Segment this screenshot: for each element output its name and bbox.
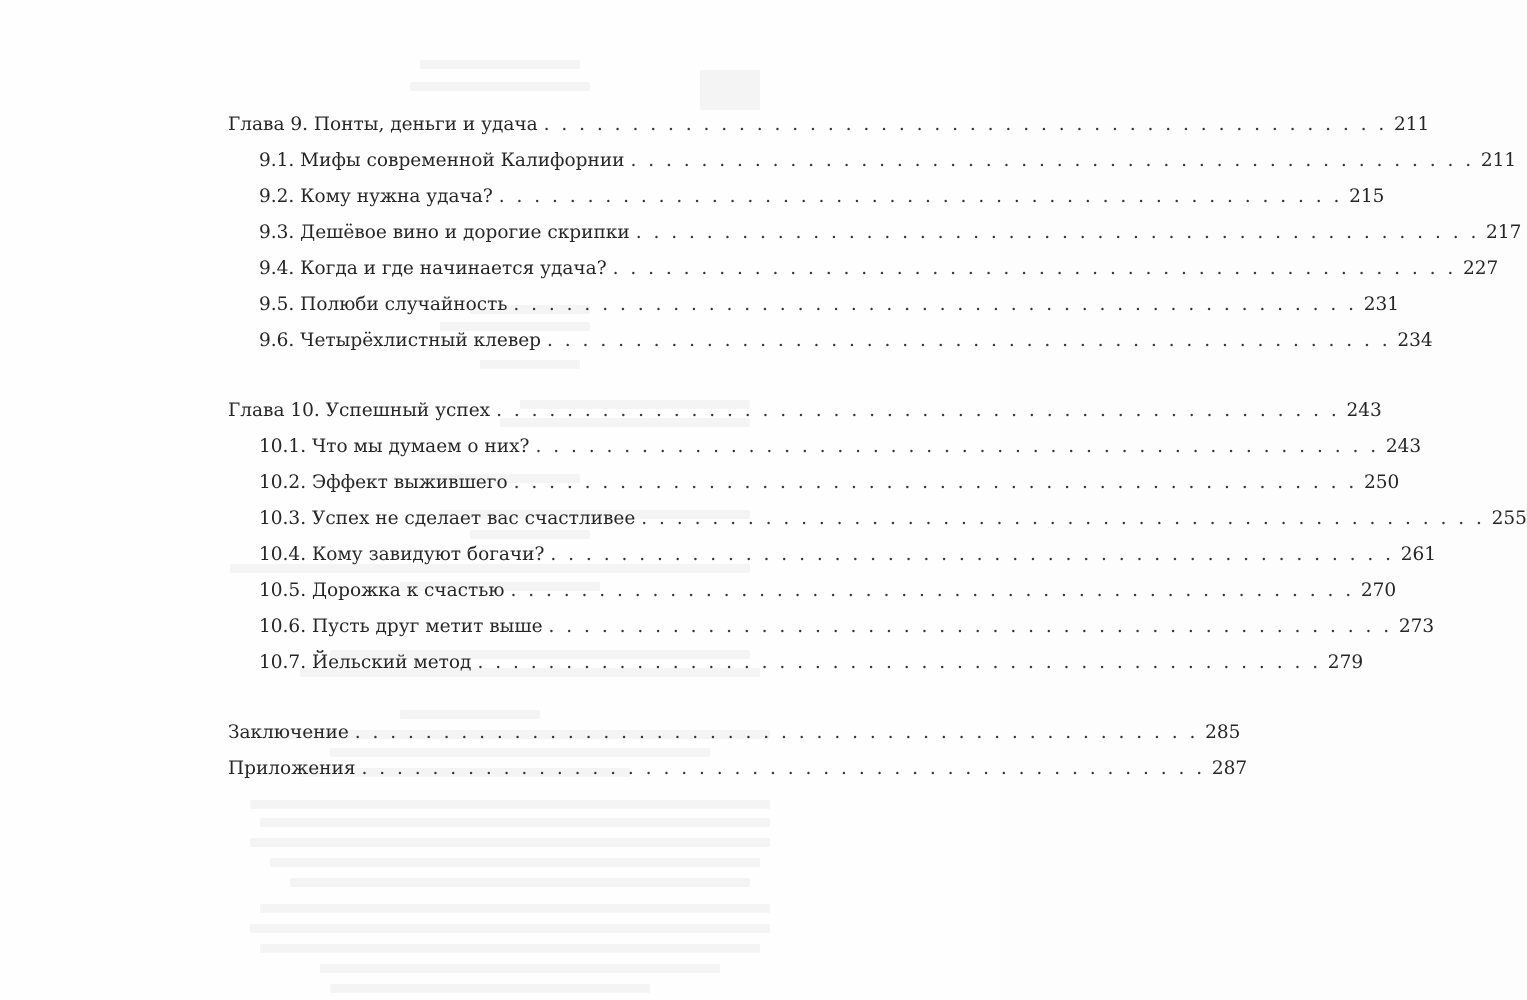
dot-leader: . . . . . . . . . . . . . . . . . . . . . . . . . . . . . . . . . . . . . . . . . . . . . . . . xyxy=(547,330,1391,351)
page-number: 279 xyxy=(1327,652,1364,673)
table-of-contents xyxy=(228,107,1527,787)
section-title: 10.7. Йельский метод xyxy=(259,652,472,673)
page-number: 211 xyxy=(1394,114,1430,135)
dot-leader: . . . . . . . . . . . . . . . . . . . . . . . . . . . . . . . . . . . . . . . . . . . . . . . . xyxy=(635,222,1480,243)
section-title: 10.5. Дорожка к счастью xyxy=(259,580,505,601)
page-number: 250 xyxy=(1363,472,1400,493)
dot-leader: . . . . . . . . . . . . . . . . . . . . . . . . . . . . . . . . . . . . . . . . . . . . . . . . xyxy=(548,616,1393,637)
dot-leader: . . . . . . . . . . . . . . . . . . . . . . . . . . . . . . . . . . . . . . . . . . . . . . . . xyxy=(641,508,1485,529)
section-title: 9.3. Дешёвое вино и дорогие скрипки xyxy=(259,222,630,243)
toc-chapter-entry xyxy=(228,393,1382,429)
page-number: 234 xyxy=(1397,330,1433,351)
dot-leader: . . . . . . . . . . . . . . . . . . . . . . . . . . . . . . . . . . . . . . . . . . . . . . . . xyxy=(354,722,1199,743)
page-number: 211 xyxy=(1480,150,1517,171)
page-number: 255 xyxy=(1491,508,1527,529)
chapter-title: Глава 10. Успешный успех xyxy=(228,400,491,421)
dot-leader: . . . . . . . . . . . . . . . . . . . . . . . . . . . . . . . . . . . . . . . . . . . . . . . . xyxy=(498,186,1343,207)
toc-section-entry xyxy=(228,429,1422,465)
toc-section-entry xyxy=(228,251,1499,287)
page-number: 287 xyxy=(1211,758,1248,779)
toc-closing-entry xyxy=(228,715,1241,751)
dot-leader: . . . . . . . . . . . . . . . . . . . . . . . . . . . . . . . . . . . . . . . . . . . . . . . . xyxy=(510,580,1355,601)
toc-section-entry xyxy=(228,537,1437,573)
page-number: 270 xyxy=(1360,580,1397,601)
page-number: 273 xyxy=(1398,616,1435,637)
section-title: 9.4. Когда и где начинается удача? xyxy=(259,258,607,279)
group-spacer xyxy=(228,681,756,715)
toc-section-entry xyxy=(228,323,1433,359)
page-number: 243 xyxy=(1385,436,1422,457)
toc-section-entry xyxy=(228,179,1385,215)
section-title: 10.2. Эффект выжившего xyxy=(259,472,508,493)
closing-title: Приложения xyxy=(228,758,356,779)
toc-section-entry xyxy=(228,465,1400,501)
section-title: 10.3. Успех не сделает вас счастливее xyxy=(259,508,636,529)
section-title: 10.1. Что мы думаем о них? xyxy=(259,436,530,457)
section-title: 9.5. Полюби случайность xyxy=(259,294,508,315)
dot-leader: . . . . . . . . . . . . . . . . . . . . . . . . . . . . . . . . . . . . . . . . . . . . . . . . xyxy=(630,150,1475,171)
toc-chapter-9-group xyxy=(228,107,1522,359)
page-number: 217 xyxy=(1486,222,1522,243)
toc-chapter-10-group xyxy=(228,393,1527,681)
dot-leader: . . . . . . . . . . . . . . . . . . . . . . . . . . . . . . . . . . . . . . . . . . . . . . . . xyxy=(477,652,1322,673)
closing-title: Заключение xyxy=(228,722,349,743)
page-number: 285 xyxy=(1205,722,1241,743)
dot-leader: . . . . . . . . . . . . . . . . . . . . . . . . . . . . . . . . . . . . . . . . . . . . . . . . xyxy=(612,258,1457,279)
section-title: 10.4. Кому завидуют богачи? xyxy=(259,544,545,565)
dot-leader: . . . . . . . . . . . . . . . . . . . . . . . . . . . . . . . . . . . . . . . . . . . . . . . . xyxy=(535,436,1380,457)
toc-section-entry xyxy=(228,215,1522,251)
chapter-title: Глава 9. Понты, деньги и удача xyxy=(228,114,538,135)
dot-leader: . . . . . . . . . . . . . . . . . . . . . . . . . . . . . . . . . . . . . . . . . . . . . . . . xyxy=(361,758,1206,779)
toc-section-entry xyxy=(228,287,1400,323)
toc-section-entry xyxy=(228,645,1364,681)
page-number: 227 xyxy=(1462,258,1499,279)
page-number: 231 xyxy=(1363,294,1400,315)
dot-leader: . . . . . . . . . . . . . . . . . . . . . . . . . . . . . . . . . . . . . . . . . . . . . . . . xyxy=(550,544,1395,565)
section-title: 10.6. Пусть друг метит выше xyxy=(259,616,543,637)
page-number: 261 xyxy=(1400,544,1437,565)
section-title: 9.2. Кому нужна удача? xyxy=(259,186,493,207)
toc-section-entry xyxy=(228,573,1397,609)
dot-leader: . . . . . . . . . . . . . . . . . . . . . . . . . . . . . . . . . . . . . . . . . . . . . . . . xyxy=(543,114,1388,135)
toc-section-entry xyxy=(228,609,1435,645)
section-title: 9.6. Четырёхлистный клевер xyxy=(259,330,542,351)
page-number: 215 xyxy=(1349,186,1385,207)
toc-section-entry xyxy=(228,143,1517,179)
dot-leader: . . . . . . . . . . . . . . . . . . . . . . . . . . . . . . . . . . . . . . . . . . . . . . . . xyxy=(513,294,1358,315)
toc-section-entry xyxy=(228,501,1527,537)
group-spacer xyxy=(228,359,756,393)
toc-chapter-entry xyxy=(228,107,1430,143)
toc-closing-group xyxy=(228,715,1248,787)
page-number: 243 xyxy=(1346,400,1382,421)
dot-leader: . . . . . . . . . . . . . . . . . . . . . . . . . . . . . . . . . . . . . . . . . . . . . . . . xyxy=(496,400,1340,421)
toc-closing-entry xyxy=(228,751,1248,787)
dot-leader: . . . . . . . . . . . . . . . . . . . . . . . . . . . . . . . . . . . . . . . . . . . . . . . . xyxy=(513,472,1358,493)
section-title: 9.1. Мифы современной Калифорнии xyxy=(259,150,625,171)
